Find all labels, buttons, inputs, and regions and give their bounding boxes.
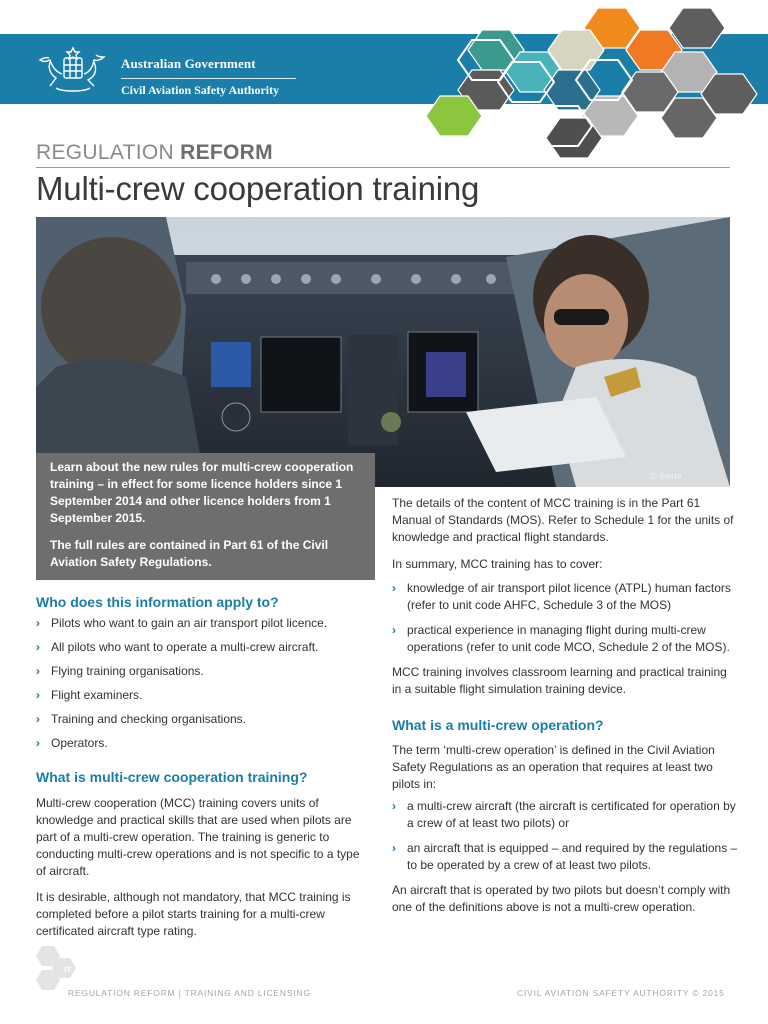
left-column [36, 593, 368, 948]
list-item-text: Flight examiners. [51, 688, 143, 702]
body-paragraph: The details of the content of MCC training is in the Part 61 Manual of Standards (MOS). Refer to Schedule 1 for the units of knowledge and practical flight standards. [392, 496, 734, 544]
list-item [36, 687, 368, 704]
chevron-right-icon: › [36, 640, 40, 654]
intro-paragraph: Learn about the new rules for multi-crew cooperation training – in effect for some licence holders since 1 September 2014 and other licence holders from 1 September 2015. [50, 460, 354, 525]
list-item [36, 711, 368, 728]
title-divider [36, 167, 730, 168]
body-paragraph: The term ‘multi-crew operation’ is defined in the Civil Aviation Safety Regulations as an operation that requires at least two pilots in: [392, 743, 715, 791]
list-item [36, 615, 368, 632]
apply-list [36, 615, 368, 752]
coverage-list [392, 580, 738, 656]
kicker-light: REGULATION [36, 141, 181, 164]
list-item-text: Training and checking organisations. [51, 712, 247, 726]
branding-divider [121, 78, 296, 79]
page-title: Multi-crew cooperation training [36, 170, 480, 207]
photo-credit: © Iberia [650, 471, 682, 481]
body-paragraph: Multi-crew cooperation (MCC) training covers units of knowledge and practical skills that are used when pilots are part of a multi-crew operation. The training is generic to conducting multi-crew operations and is not specific to a type of aircraft. [36, 796, 360, 878]
chevron-right-icon: › [36, 616, 40, 630]
list-item-text: Pilots who want to gain an air transport pilot licence. [51, 616, 328, 630]
operation-list [392, 798, 738, 874]
body-paragraph: It is desirable, although not mandatory, that MCC training is completed before a pilot starts training for a multi-crew certificated aircraft type rating. [36, 890, 351, 938]
list-item-text: All pilots who want to operate a multi-crew aircraft. [51, 640, 319, 654]
gov-title: Australian Government [121, 56, 256, 71]
list-item [36, 663, 368, 680]
chevron-right-icon: › [36, 712, 40, 726]
list-item [392, 580, 738, 614]
body-paragraph: MCC training involves classroom learning and practical training in a suitable flight simulation training device. [392, 665, 727, 696]
body-paragraph: An aircraft that is operated by two pilots but doesn’t comply with one of the definitions above is not a multi-crew operation. [392, 883, 731, 914]
list-item [392, 840, 738, 874]
agency-name: Civil Aviation Safety Authority [121, 83, 280, 97]
chevron-right-icon: › [36, 688, 40, 702]
chevron-right-icon: › [392, 623, 396, 637]
footer-right: CIVIL AVIATION SAFETY AUTHORITY © 2015 [517, 988, 725, 998]
chevron-right-icon: › [392, 799, 396, 813]
list-item-text: practical experience in managing flight during multi-crew operations (refer to unit code MCO, Schedule 2 of the MOS). [407, 623, 730, 654]
intro-paragraph: The full rules are contained in Part 61 of the Civil Aviation Safety Regulations. [50, 538, 329, 569]
section-heading-operation: What is a multi-crew operation? [392, 717, 604, 733]
section-heading-mcc: What is multi-crew cooperation training? [36, 769, 308, 785]
svg-text:rr: rr [64, 964, 72, 974]
right-column [392, 495, 738, 924]
list-item [36, 735, 368, 752]
chevron-right-icon: › [36, 664, 40, 678]
list-item-text: Operators. [51, 736, 108, 750]
list-item-text: Flying training organisations. [51, 664, 204, 678]
section-heading-apply: Who does this information apply to? [36, 594, 279, 610]
intro-box [36, 453, 375, 580]
body-paragraph: In summary, MCC training has to cover: [392, 557, 603, 571]
cockpit-photo [36, 217, 730, 487]
chevron-right-icon: › [36, 736, 40, 750]
series-kicker [36, 141, 273, 165]
list-item [36, 639, 368, 656]
list-item-text: knowledge of air transport pilot licence (ATPL) human factors (refer to unit code AHFC, Schedule 3 of the MOS) [407, 581, 731, 612]
chevron-right-icon: › [392, 581, 396, 595]
list-item [392, 622, 738, 656]
list-item-text: a multi-crew aircraft (the aircraft is certificated for operation by a crew of at least two pilots) or [407, 799, 736, 830]
government-branding [121, 56, 296, 98]
footer-left: REGULATION REFORM | TRAINING AND LICENSING [68, 988, 311, 998]
coat-of-arms-icon [34, 44, 112, 96]
list-item [392, 798, 738, 832]
hexagon-pattern [420, 0, 768, 170]
chevron-right-icon: › [392, 841, 396, 855]
kicker-bold: REFORM [180, 141, 273, 164]
list-item-text: an aircraft that is equipped – and required by the regulations – to be operated by a crew of at least two pilots. [407, 841, 738, 872]
